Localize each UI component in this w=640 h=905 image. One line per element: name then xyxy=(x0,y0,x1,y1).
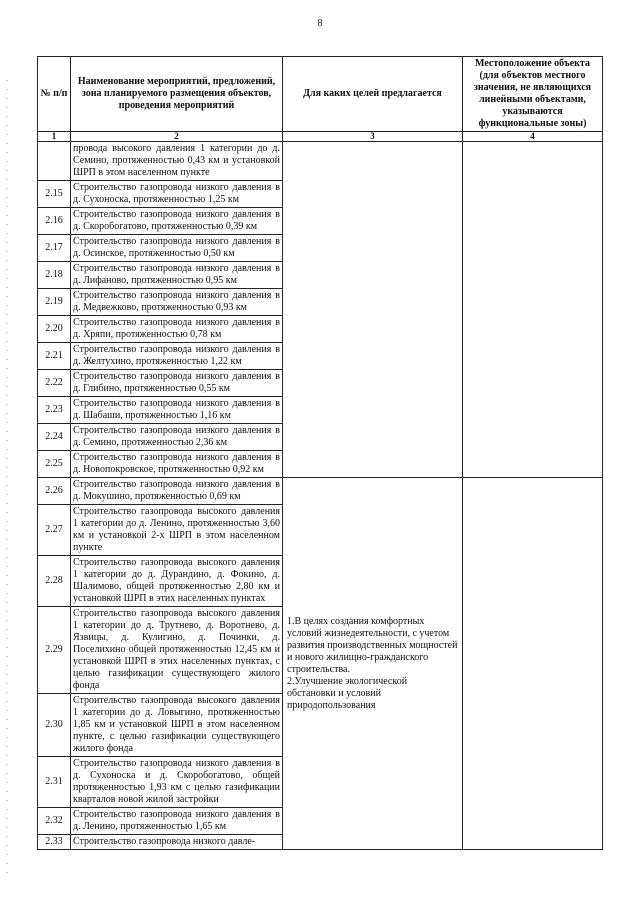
row-measure: Строительство газопровода низкого давления в д. Семино, протяженностью 2,36 км xyxy=(71,424,283,451)
table-header-row xyxy=(38,57,603,132)
row-number: 2.29 xyxy=(38,607,71,694)
row-number: 2.17 xyxy=(38,235,71,262)
row-measure: Строительство газопровода низкого давления в д. Медвежково, протяженностью 0,93 км xyxy=(71,289,283,316)
row-measure: Строительство газопровода высокого давления 1 категории до д. Трутнево, д. Воротнево, д. Язвицы, д. Кулигино, д. Починки, д. Поселихино общей протяженностью 12,45 км и установкой ШРП в этих населенных пунктах, с целью газификации существующего жилого фонда xyxy=(71,607,283,694)
column-number: 2 xyxy=(71,132,283,142)
row-number: 2.23 xyxy=(38,397,71,424)
row-number: 2.15 xyxy=(38,181,71,208)
row-measure: Строительство газопровода высокого давления 1 категории до д. Дурандино, д. Фокино, д. Шалимово, общей протяженностью 2,80 км и установкой ШРП в этих населенных пунктах xyxy=(71,556,283,607)
column-number-row xyxy=(38,132,603,142)
column-number: 1 xyxy=(38,132,71,142)
row-number: 2.27 xyxy=(38,505,71,556)
row-measure: Строительство газопровода низкого давления в д. Шабаши, протяженностью 1,16 км xyxy=(71,397,283,424)
row-measure: Строительство газопровода низкого давления в д. Ленино, протяженностью 1,65 км xyxy=(71,808,283,835)
row-number: 2.30 xyxy=(38,694,71,757)
location-cell-empty xyxy=(463,478,603,850)
row-number: 2.24 xyxy=(38,424,71,451)
row-measure: Строительство газопровода низкого давления в д. Сухоноска и д. Скоробогатово, общей протяженностью 1,93 км с целью газификации кварталов новой жилой застройки xyxy=(71,757,283,808)
row-measure: Строительство газопровода низкого давления в д. Глибино, протяженностью 0,55 км xyxy=(71,370,283,397)
row-number: 2.22 xyxy=(38,370,71,397)
location-cell-empty xyxy=(463,142,603,478)
row-measure: Строительство газопровода низкого давления в д. Осинское, протяженностью 0,50 км xyxy=(71,235,283,262)
goal-cell-empty xyxy=(283,142,463,478)
row-measure: Строительство газопровода низкого давления в д. Новопокровское, протяженностью 0,92 км xyxy=(71,451,283,478)
header-col-goal: Для каких целей предлагается xyxy=(283,57,463,132)
table-row xyxy=(38,142,603,181)
measures-table xyxy=(37,56,603,850)
row-number: 2.33 xyxy=(38,835,71,850)
goal-text: 1.В целях создания комфортных условий жизнедеятельности, с учетом развития производственных мощностей и нового жилищно-гражданского строительства. 2.Улучшение экологической обстановки и условий природопользования xyxy=(287,615,458,711)
row-number: 2.20 xyxy=(38,316,71,343)
row-number xyxy=(38,142,71,181)
row-measure: Строительство газопровода высокого давления 1 категории до д. Ленино, протяженностью 3,60 км и установкой 2-х ШРП в этом населенном пункте xyxy=(71,505,283,556)
page-number: 8 xyxy=(317,18,323,29)
row-number: 2.16 xyxy=(38,208,71,235)
header-col-name: Наименование мероприятий, предложений, зона планируемого размещения объектов, проведения мероприятий xyxy=(71,57,283,132)
column-number: 4 xyxy=(463,132,603,142)
row-number: 2.31 xyxy=(38,757,71,808)
header-col-location: Местоположение объекта (для объектов местного значения, не являющихся линейными объектами, указываются функциональные зоны) xyxy=(463,57,603,132)
scan-margin-dots xyxy=(6,80,8,880)
row-number: 2.26 xyxy=(38,478,71,505)
row-measure: Строительство газопровода низкого давления в д. Скоробогатово, протяженностью 0,39 км xyxy=(71,208,283,235)
row-number: 2.28 xyxy=(38,556,71,607)
row-measure: Строительство газопровода высокого давления 1 категории до д. Ловыгино, протяженностью 1,85 км и установкой ШРП в этом населенном пункте, с целью газификации существующего жилого фонда xyxy=(71,694,283,757)
row-number: 2.21 xyxy=(38,343,71,370)
row-measure: Строительство газопровода низкого давле- xyxy=(71,835,283,850)
row-number: 2.18 xyxy=(38,262,71,289)
header-col-number: № п/п xyxy=(38,57,71,132)
row-number: 2.25 xyxy=(38,451,71,478)
row-measure: Строительство газопровода низкого давления в д. Мокушино, протяженностью 0,69 км xyxy=(71,478,283,505)
row-measure: провода высокого давления 1 категории до д. Семино, протяженностью 0,43 км и установкой ШРП в этом населенном пункте xyxy=(71,142,283,181)
row-number: 2.19 xyxy=(38,289,71,316)
row-measure: Строительство газопровода низкого давления в д. Лифаново, протяженностью 0,95 км xyxy=(71,262,283,289)
row-number: 2.32 xyxy=(38,808,71,835)
table-row xyxy=(38,478,603,505)
column-number: 3 xyxy=(283,132,463,142)
row-measure: Строительство газопровода низкого давления в д. Желтухино, протяженностью 1,22 км xyxy=(71,343,283,370)
row-measure: Строительство газопровода низкого давления в д. Хряпи, протяженностью 0,78 км xyxy=(71,316,283,343)
goal-cell xyxy=(283,478,463,850)
row-measure: Строительство газопровода низкого давления в д. Сухоноска, протяженностью 1,25 км xyxy=(71,181,283,208)
